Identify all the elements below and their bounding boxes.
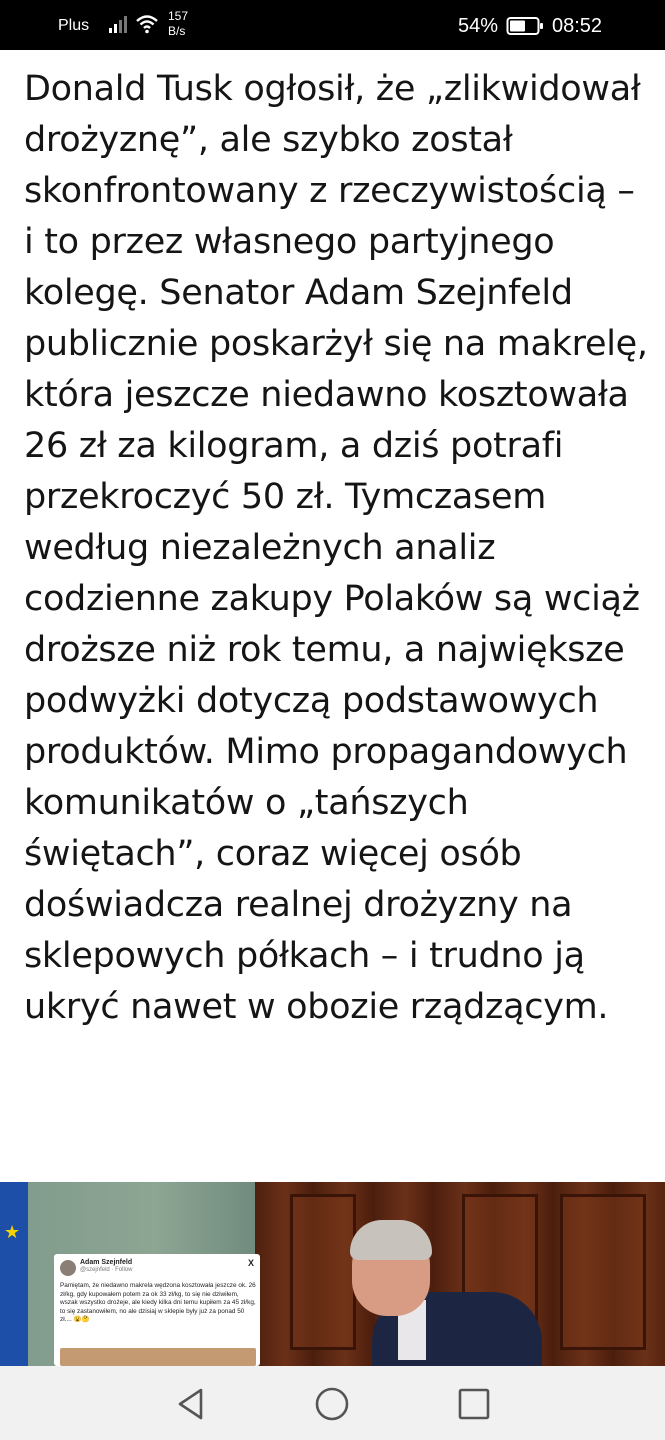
battery-icon (506, 16, 544, 36)
tweet-body: Pamiętam, że niedawno makrela wędzona kosztowała jeszcze ok. 26 zł/kg, gdy kupowałem potem za ok 33 zł/kg, to się nie dziwiłem, wszak wszystko drożeje, ale kiedy kilka dni temu kupiłem za 45 zł/kg, to się zastanowiłem, no ale dzisiaj w sklepie były już za ponad 50 zł.... 😮🤔 (60, 1282, 256, 1324)
network-speed-unit: B/s (168, 24, 186, 38)
tweet-handle: @szejnfeld · Follow (80, 1267, 133, 1273)
flag-star-icon: ★ (4, 1222, 21, 1243)
tweet-card (54, 1254, 260, 1366)
carrier-label: Plus (58, 17, 90, 34)
status-bar (0, 0, 665, 50)
close-icon: X (247, 1258, 254, 1268)
eu-flag (0, 1182, 28, 1366)
recent-apps-icon[interactable] (454, 1384, 494, 1424)
person-hair (350, 1220, 432, 1260)
navigation-bar (0, 1366, 665, 1440)
tweet-image (60, 1348, 256, 1366)
tweet-author: Adam Szejnfeld (80, 1259, 133, 1266)
signal-icon (108, 14, 128, 34)
photo-wood-panel (290, 1194, 356, 1350)
wifi-icon (135, 14, 159, 34)
article-text: Donald Tusk ogłosił, że „zlikwidował drożyznę”, ale szybko został skonfrontowany z rzeczywistością – i to przez własnego partyjnego kolegę. Senator Adam Szejnfeld publicznie poskarżył się na makrelę, która jeszcze niedawno kosztowała 26 zł za kilogram, a dziś potrafi przekroczyć 50 zł. Tymczasem według niezależnych analiz codzienne zakupy Polaków są wciąż droższe niż rok temu, a największe podwyżki dotyczą podstawowych produktów. Mimo propagandowych komunikatów o „tańszych świętach”, coraz więcej osób doświadcza realnej drożyzny na sklepowych półkach – i trudno ją ukryć nawet w obozie rządzącym. (24, 69, 648, 1027)
home-icon[interactable] (312, 1384, 352, 1424)
article-photo[interactable] (0, 1182, 665, 1366)
network-speed (168, 9, 188, 39)
avatar (60, 1260, 76, 1276)
network-speed-value: 157 (168, 9, 189, 23)
battery-percent: 54% (458, 15, 499, 37)
clock: 08:52 (552, 15, 603, 37)
photo-wood-panel (560, 1194, 646, 1350)
back-icon[interactable] (172, 1384, 212, 1424)
